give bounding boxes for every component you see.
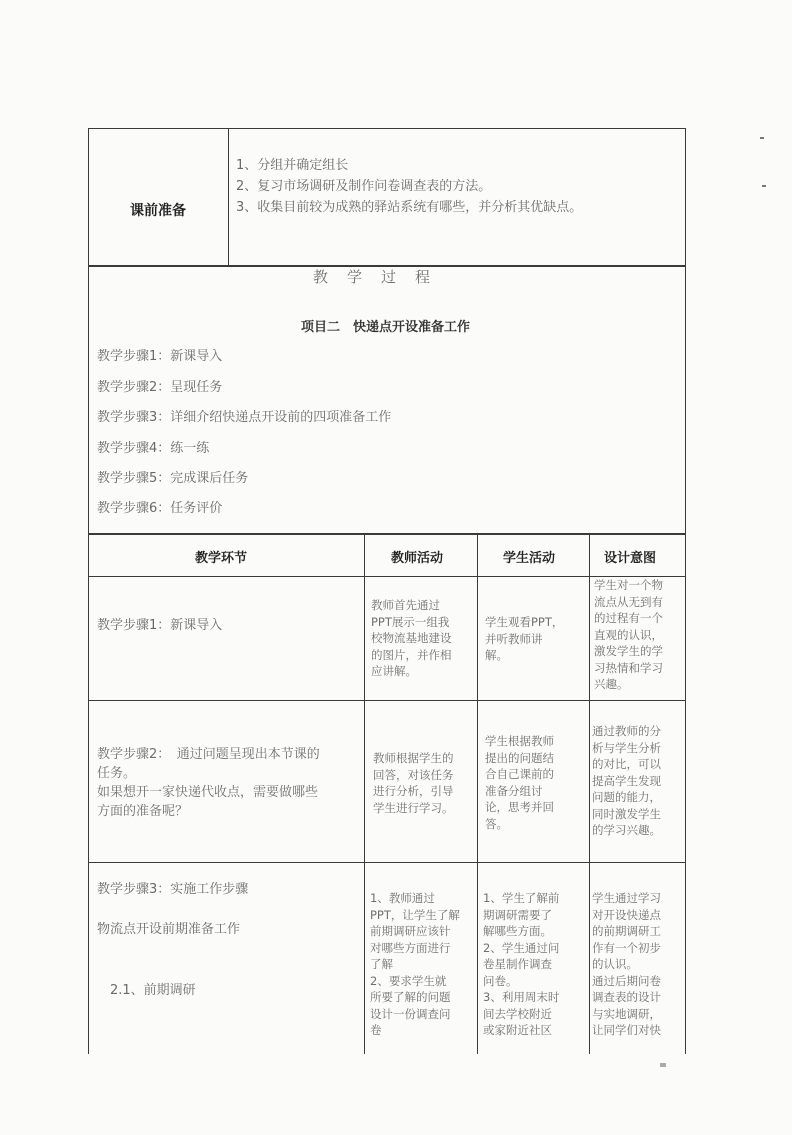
process-step: 教学步骤6：任务评价 — [97, 501, 223, 516]
process-step: 教学步骤2：呈现任务 — [97, 380, 223, 395]
process-step: 教学步骤4：练一练 — [97, 441, 210, 456]
prep-label: 课前准备 — [130, 203, 186, 219]
scan-speck — [762, 185, 766, 187]
process-step: 教学步骤5：完成课后任务 — [97, 471, 249, 486]
process-section — [88, 266, 686, 534]
column-divider — [477, 534, 478, 1054]
process-step: 教学步骤1：新课导入 — [97, 349, 223, 364]
prep-section — [88, 128, 686, 266]
table-cell-student: 1、学生了解前 期调研需要了 解哪些方面。 2、学生通过问 卷星制作调查 问卷。 3、利用周末时 间去学校附近 或家附近社区 — [483, 891, 560, 1037]
project-title: 项目二 快递点开设准备工作 — [301, 320, 471, 335]
row-divider — [88, 700, 686, 701]
table-row-link-item: 2.1、前期调研 — [110, 983, 196, 998]
scan-speck — [660, 1063, 666, 1067]
table-cell-teacher: 教师根据学生的 回答，对该任务 进行分析，引导 学生进行学习。 — [373, 751, 454, 815]
prep-divider — [228, 128, 229, 266]
table-row-link-sub: 物流点开设前期准备工作 — [97, 922, 241, 937]
header-student-activity: 学生活动 — [503, 551, 556, 566]
process-step: 教学步骤3：详细介绍快递点开设前的四项准备工作 — [97, 410, 392, 425]
table-cell-student: 学生观看PPT， 并听教师讲 解。 — [485, 615, 564, 662]
table-cell-intent: 学生通过学习 对开设快递点 的前期调研工 作有一个初步 的认识。 通过后期问卷 调查表的设计 与实地调研， 让同学们对快 — [592, 891, 661, 1037]
table-cell-teacher: 教师首先通过 PPT展示一组我 校物流基地建设 的图片，并作相 应讲解。 — [371, 598, 452, 678]
prep-item: 1、分组并确定组长 — [236, 158, 349, 173]
table-row-link-title: 教学步骤3：实施工作步骤 — [97, 882, 249, 897]
column-divider — [589, 534, 590, 1054]
prep-item: 3、收集目前较为成熟的驿站系统有哪些，并分析其优缺点。 — [236, 200, 583, 215]
row-divider — [88, 862, 686, 863]
scan-speck — [760, 137, 764, 139]
column-divider — [364, 534, 365, 1054]
process-heading: 教 学 过 程 — [313, 268, 433, 286]
header-design-intent: 设计意图 — [604, 551, 657, 566]
table-cell-intent: 学生对一个物 流点从无到有 的过程有一个 直观的认识， 激发学生的学 习热情和学习 兴趣。 — [594, 578, 663, 691]
prep-item: 2、复习市场调研及制作问卷调查表的方法。 — [236, 179, 492, 194]
header-teacher-activity: 教师活动 — [391, 551, 444, 566]
table-cell-intent: 通过教师的分 析与学生分析 的对比，可以 提高学生发现 问题的能力， 同时激发学生 的学习兴趣。 — [592, 724, 661, 837]
table-cell-student: 学生根据教师 提出的问题结 合自己课前的 准备分组讨 论，思考并回 答。 — [485, 734, 554, 831]
header-teaching-link: 教学环节 — [195, 551, 248, 566]
table-cell-teacher: 1、教师通过 PPT，让学生了解 前期调研应该针 对哪些方面进行 了解 2、要求学生就 所要了解的问题 设计一份调查问 卷 — [370, 891, 460, 1037]
table-row-link: 教学步骤1：新课导入 — [97, 618, 223, 633]
table-row-link: 教学步骤2： 通过问题呈现出本节课的 任务。 如果想开一家快递代收点，需要做哪些 方面的准备呢？ — [97, 747, 320, 819]
